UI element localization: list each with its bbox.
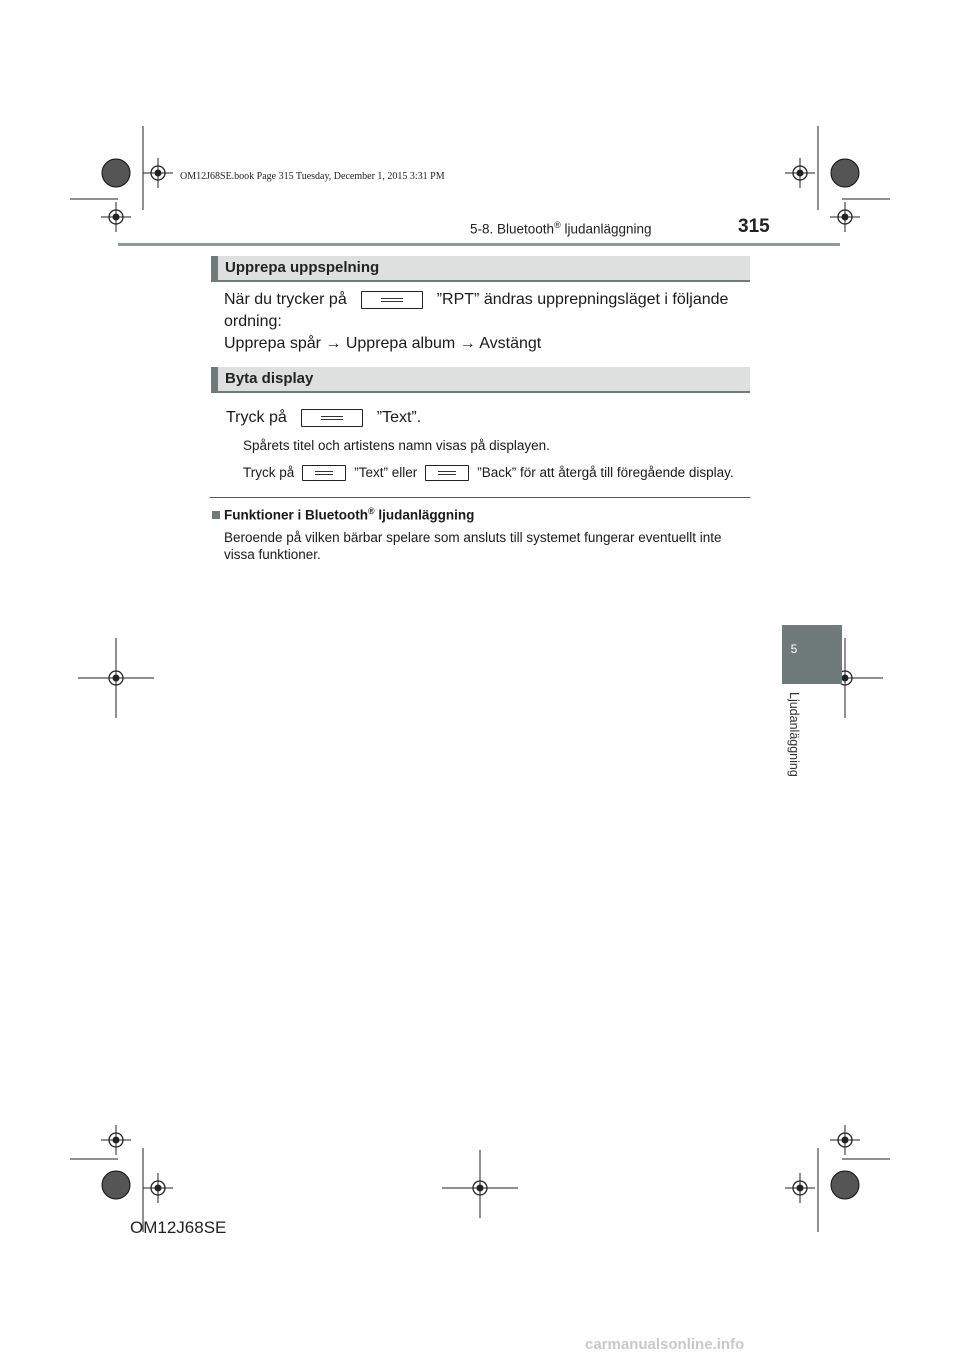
repeat-line-1: När du trycker på ”RPT” ändras upprepningsläget i följande (224, 291, 729, 308)
back-button-icon (425, 465, 469, 481)
rpt-button-icon (361, 291, 423, 309)
starburst-top-right-icon (831, 159, 859, 187)
note-title: Funktioner i Bluetooth® ljudanläggning (212, 506, 474, 523)
section-title: Upprepa uppspelning (225, 259, 380, 276)
note-body: Beroende på vilken bärbar spelare som ansluts till systemet fungerar eventuellt inte vissa funktioner. (224, 530, 722, 562)
display-line-1: Tryck på ”Text”. (226, 409, 422, 426)
repeat-line-2: ordning: (224, 313, 282, 330)
starburst-bottom-left-icon (102, 1171, 130, 1199)
header-rule (118, 243, 840, 246)
watermark: carmanualsonline.info (585, 1336, 745, 1353)
repeat-sequence: Upprepa spår → Upprepa album → Avstängt (224, 335, 542, 352)
text-button-icon (302, 465, 346, 481)
chapter-number: 5 (790, 642, 798, 656)
starburst-bottom-right-icon (831, 1171, 859, 1199)
display-detail-1: Spårets titel och artistens namn visas på displayen. (243, 438, 550, 453)
text-button-icon (301, 409, 363, 427)
section-title: Byta display (225, 370, 314, 387)
section-title-bar-repeat (211, 256, 750, 282)
display-detail-2: Tryck på ”Text” eller ”Back” för att återgå till föregående display. (243, 465, 734, 480)
starburst-top-left-icon (102, 159, 130, 187)
square-bullet-icon (212, 511, 220, 519)
manual-code: OM12J68SE (130, 1218, 227, 1237)
book-print-info: OM12J68SE.book Page 315 Tuesday, December 1, 2015 3:31 PM (180, 171, 445, 182)
section-title-bar-display (211, 367, 750, 393)
section-header: 5-8. Bluetooth® ljudanläggning (470, 220, 652, 237)
chapter-label: Ljudanläggning (787, 692, 801, 777)
note-divider (210, 497, 750, 498)
page-number: 315 (738, 216, 770, 237)
